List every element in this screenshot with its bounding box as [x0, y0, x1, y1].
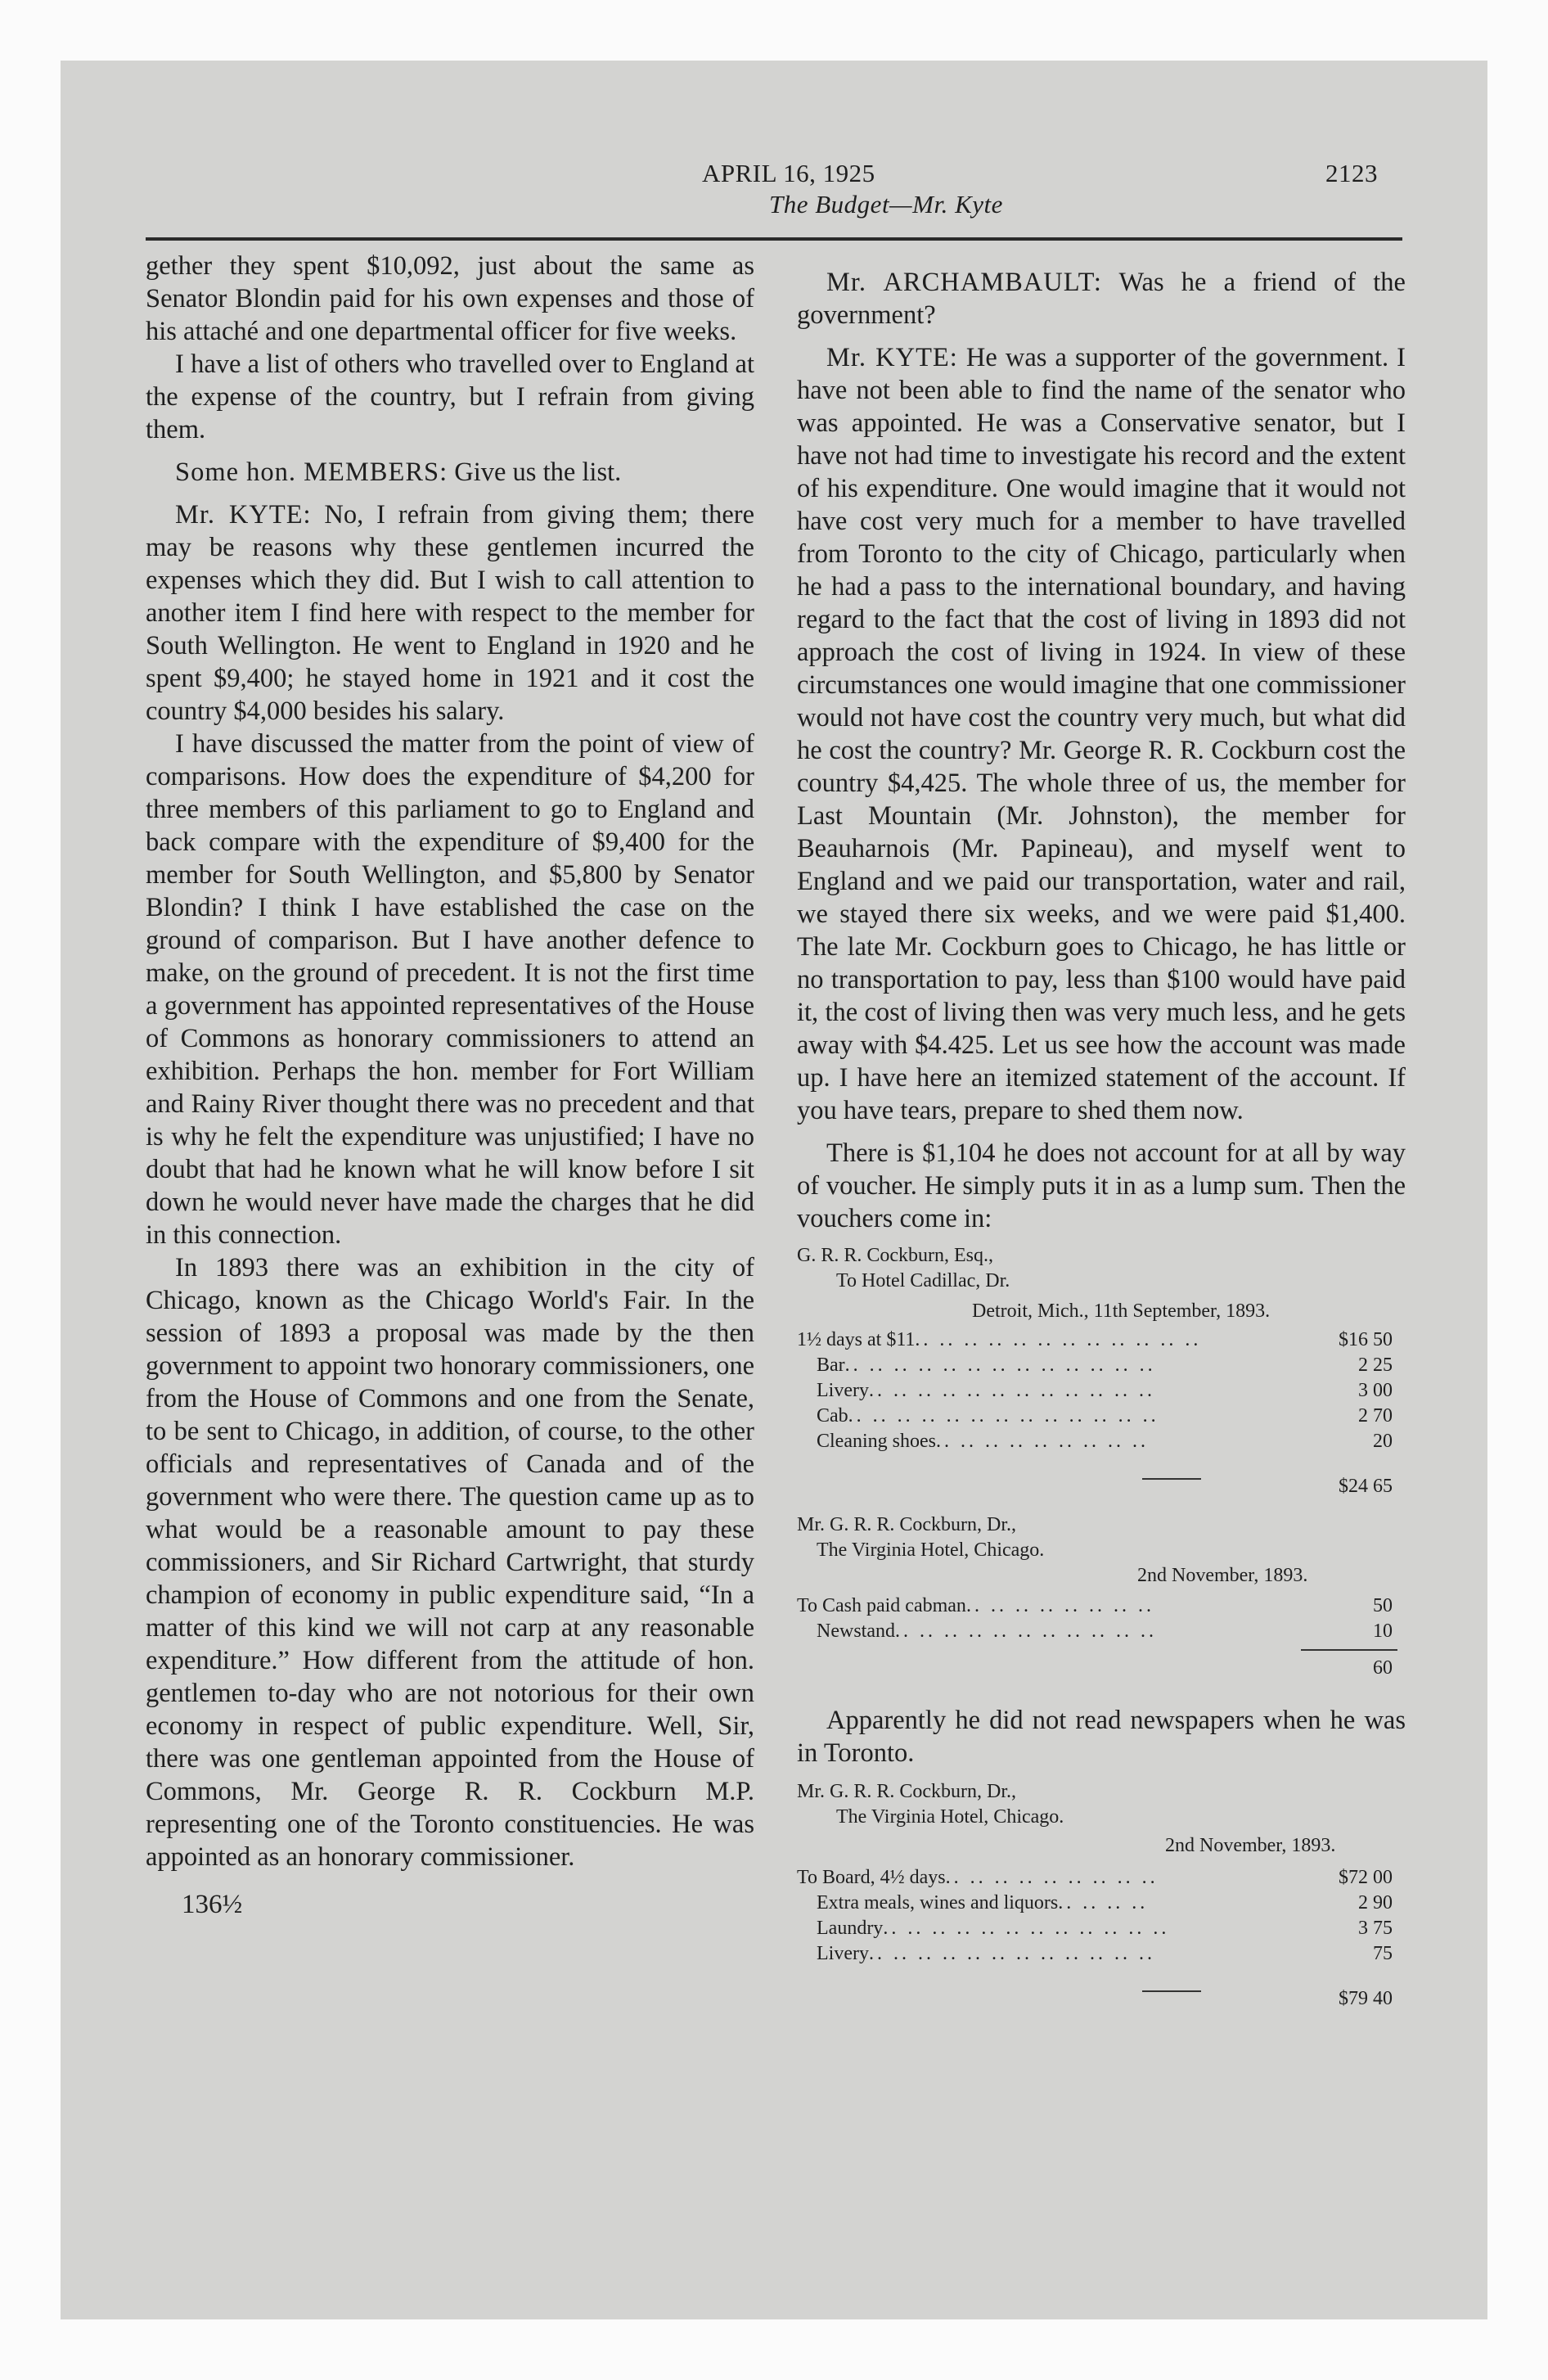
item-amount: 20 [1373, 1431, 1393, 1452]
voucher-virginia-hotel-1 [797, 1512, 1406, 1681]
paragraph [797, 1137, 1406, 1235]
item-label: Laundry [817, 1918, 884, 1939]
paragraph [146, 348, 754, 446]
item-amount: 2 90 [1358, 1892, 1393, 1913]
item-label: Livery [817, 1380, 869, 1401]
leader-dots: .. .. .. .. [1058, 1892, 1149, 1913]
paragraph: Apparently he did not read newspapers when he was in Toronto. [797, 1706, 1406, 1768]
voucher-item [797, 1916, 1406, 1941]
header-rule [146, 237, 1402, 241]
header-date: APRIL 16, 1925 [702, 159, 875, 187]
voucher-item [797, 1353, 1406, 1378]
leader-dots: .. .. .. .. .. .. .. .. .. [935, 1431, 1149, 1452]
total-rule-row [797, 1978, 1406, 2009]
speaker: Mr. KYTE: [175, 500, 312, 530]
paragraph-text: Was he a friend of the government? [797, 268, 1406, 330]
paragraph-text: He was a supporter of the government. I have not been able to find the name of the senator who was appointed. He was a Conservative senator, but I have not had time to investigate his record and the extent of his expenditure. One would imagine that it would not have cost very much for a member to have travelled from Toronto to the city of Chicago, particularly when he had a pass to the international boundary, and having regard to the fact that the cost of living in 1893 did not approach the cost of living in 1924. In view of these circumstances one would imagine that one commissioner would not have cost the country very much, but what did he cost the country? Mr. George R. R. Cockburn cost the country $4,425. The whole three of us, the member for Last Mountain (Mr. Johnston), the member for Beauharnois (Mr. Papineau), and myself went to England and we paid our transportation, water and rail, we stayed there six weeks, and we were paid $1,400. The late Mr. Cockburn goes to Chicago, he has little or no transportation to pay, less than $100 would have paid it, the cost of living then was very much less, and he gets away with $4.425. Let us see how the account was made up. I have here an itemized statement of the account. If you have tears, prepare to shed them now. [797, 343, 1406, 1125]
total-rule [1142, 1478, 1201, 1480]
header-section: The Budget—Mr. Kyte [769, 190, 1003, 219]
page-number: 2123 [1325, 159, 1378, 187]
leader-dots: .. .. .. .. .. .. .. .. .. .. .. .. [868, 1943, 1155, 1964]
total-rule-row [797, 1466, 1406, 1497]
paragraph-text: In 1893 there was an exhibition in the city of Chicago, known as the Chicago World's Fair. In the session of 1893 a proposal was made by the then government to appoint two honorary commissioners, one from the House of Commons and one from the Senate, to be sent to Chicago, in addition, of course, to the other officials and representatives of Canada and of the government who were there. The question came up as to what would be a reasonable amount to pay these commissioners, and Sir Richard Cartwright, that sturdy champion of economy in public expenditure said, “In a matter of this kind we will not carp at any reasonable expenditure.” How different from the attitude of hon. gentlemen to-day who are not notorious for their own economy in respect of public expenditure. Well, Sir, there was one gentleman appointed from the House of Commons, Mr. George R. R. Cockburn M.P. representing one of the Toronto constituencies. He was appointed as an honorary commissioner. [146, 1253, 754, 1872]
voucher-to-line: To Hotel Cadillac, Dr. [836, 1270, 1010, 1291]
paragraph [797, 341, 1406, 1127]
voucher-item [797, 1891, 1406, 1916]
voucher-hotel: The Virginia Hotel, Chicago. [817, 1539, 1045, 1561]
paragraph-text: I have a list of others who travelled over to England at the expense of the country, but I refrain from giving them. [146, 349, 754, 444]
paragraph-text: Give us the list. [448, 458, 622, 487]
paragraph-text: I have discussed the matter from the point of view of comparisons. How does the expenditure of $4,200 for three members of this parliament to go to England and back compare with the expenditure of $9,400 for the member for South Wellington, and $5,800 by Senator Blondin? I think I have established the case on the ground of comparison. But I have another defence to make, on the ground of precedent. It is not the first time a government has appointed representatives of the House of Commons as honorary commissioners to attend an exhibition. Perhaps the hon. member for Fort William and Rainy River thought there was no precedent and that is why he felt the expenditure was unjustified; I have no doubt that had he known what he will know before I sit down he would never have made the charges that he did in this connection. [146, 729, 754, 1250]
left-column [146, 250, 754, 1921]
leader-dots: .. .. .. .. .. .. .. .. .. .. .. .. .. [844, 1355, 1156, 1376]
item-label: 1½ days at $11 [797, 1329, 916, 1350]
item-label: Newstand [817, 1620, 895, 1642]
paragraph [146, 456, 754, 489]
voucher-total: 60 [1373, 1657, 1393, 1679]
voucher-item [797, 1327, 1406, 1353]
voucher-date: 2nd November, 1893. [1165, 1835, 1336, 1856]
voucher-item [797, 1865, 1406, 1891]
item-label: Cleaning shoes [817, 1431, 936, 1452]
signature-mark: 136½ [182, 1890, 243, 1919]
voucher-hotel: The Virginia Hotel, Chicago. [836, 1806, 1064, 1828]
speaker: Mr. KYTE: [826, 343, 958, 372]
leader-dots: .. .. .. .. .. .. .. .. .. .. .. .. [868, 1380, 1155, 1401]
item-amount: 2 70 [1358, 1405, 1393, 1427]
item-amount: 2 25 [1358, 1355, 1393, 1376]
item-label: Extra meals, wines and liquors [817, 1892, 1059, 1913]
voucher-date: 2nd November, 1893. [1137, 1565, 1308, 1586]
total-rule [1301, 1649, 1397, 1651]
paragraph [797, 266, 1406, 331]
item-amount: $16 50 [1339, 1329, 1393, 1350]
voucher-total: $24 65 [1339, 1476, 1393, 1497]
speaker: Mr. ARCHAMBAULT: [826, 268, 1102, 297]
item-amount: $72 00 [1339, 1867, 1393, 1888]
voucher-total-row [797, 1656, 1406, 1681]
voucher-item [797, 1941, 1406, 1967]
right-column [797, 250, 1406, 2009]
item-amount: 3 75 [1358, 1918, 1393, 1939]
total-rule-row [797, 1644, 1406, 1652]
paragraph-text: gether they spent $10,092, just about the same as Senator Blondin paid for his own expenses and those of his attaché and one departmental officer for five weeks. [146, 251, 754, 346]
item-label: To Cash paid cabman [797, 1595, 966, 1616]
paragraph [146, 498, 754, 728]
voucher-item [797, 1593, 1406, 1619]
paragraph [146, 728, 754, 1251]
total-rule [1142, 1990, 1201, 1992]
voucher-item [797, 1619, 1406, 1644]
leader-dots: .. .. .. .. .. .. .. .. .. .. .. .. [883, 1918, 1170, 1939]
item-amount: 3 00 [1358, 1380, 1393, 1401]
speaker: Some hon. MEMBERS: [175, 458, 448, 487]
voucher-item [797, 1404, 1406, 1429]
voucher-place-date: Detroit, Mich., 11th September, 1893. [972, 1300, 1271, 1322]
voucher-hotel-cadillac [797, 1243, 1406, 1497]
item-amount: 75 [1373, 1943, 1393, 1964]
leader-dots: .. .. .. .. .. .. .. .. .. [945, 1867, 1159, 1888]
voucher-item [797, 1429, 1406, 1454]
voucher-item [797, 1378, 1406, 1404]
voucher-addressee: Mr. G. R. R. Cockburn, Dr., [797, 1781, 1017, 1802]
voucher-addressee: Mr. G. R. R. Cockburn, Dr., [797, 1514, 1017, 1535]
voucher-addressee: G. R. R. Cockburn, Esq., [797, 1245, 993, 1266]
item-label: Cab [817, 1405, 848, 1427]
item-amount: 50 [1373, 1595, 1393, 1616]
leader-dots: .. .. .. .. .. .. .. .. .. .. .. [894, 1620, 1157, 1642]
leader-dots: .. .. .. .. .. .. .. .. .. .. .. .. [915, 1329, 1202, 1350]
item-label: Livery [817, 1943, 869, 1964]
item-label: To Board, 4½ days [797, 1867, 946, 1888]
paragraph [146, 250, 754, 348]
voucher-virginia-hotel-2 [797, 1779, 1406, 2009]
voucher-total: $79 40 [1339, 1988, 1393, 2009]
item-label: Bar [817, 1355, 845, 1376]
leader-dots: .. .. .. .. .. .. .. .. [965, 1595, 1154, 1616]
paragraph-text: No, I refrain from giving them; there may be reasons why these gentlemen incurred the expenses which they did. But I wish to call attention to another item I find here with respect to the member for South Wellington. He went to England in 1920 and he spent $9,400; he stayed home in 1921 and it cost the country $4,000 besides his salary. [146, 500, 754, 726]
paragraph [146, 1251, 754, 1873]
leader-dots: .. .. .. .. .. .. .. .. .. .. .. .. .. [848, 1405, 1159, 1427]
paragraph-text: There is $1,104 he does not account for at all by way of voucher. He simply puts it in as a lump sum. Then the vouchers come in: [797, 1138, 1406, 1233]
item-amount: 10 [1373, 1620, 1393, 1642]
